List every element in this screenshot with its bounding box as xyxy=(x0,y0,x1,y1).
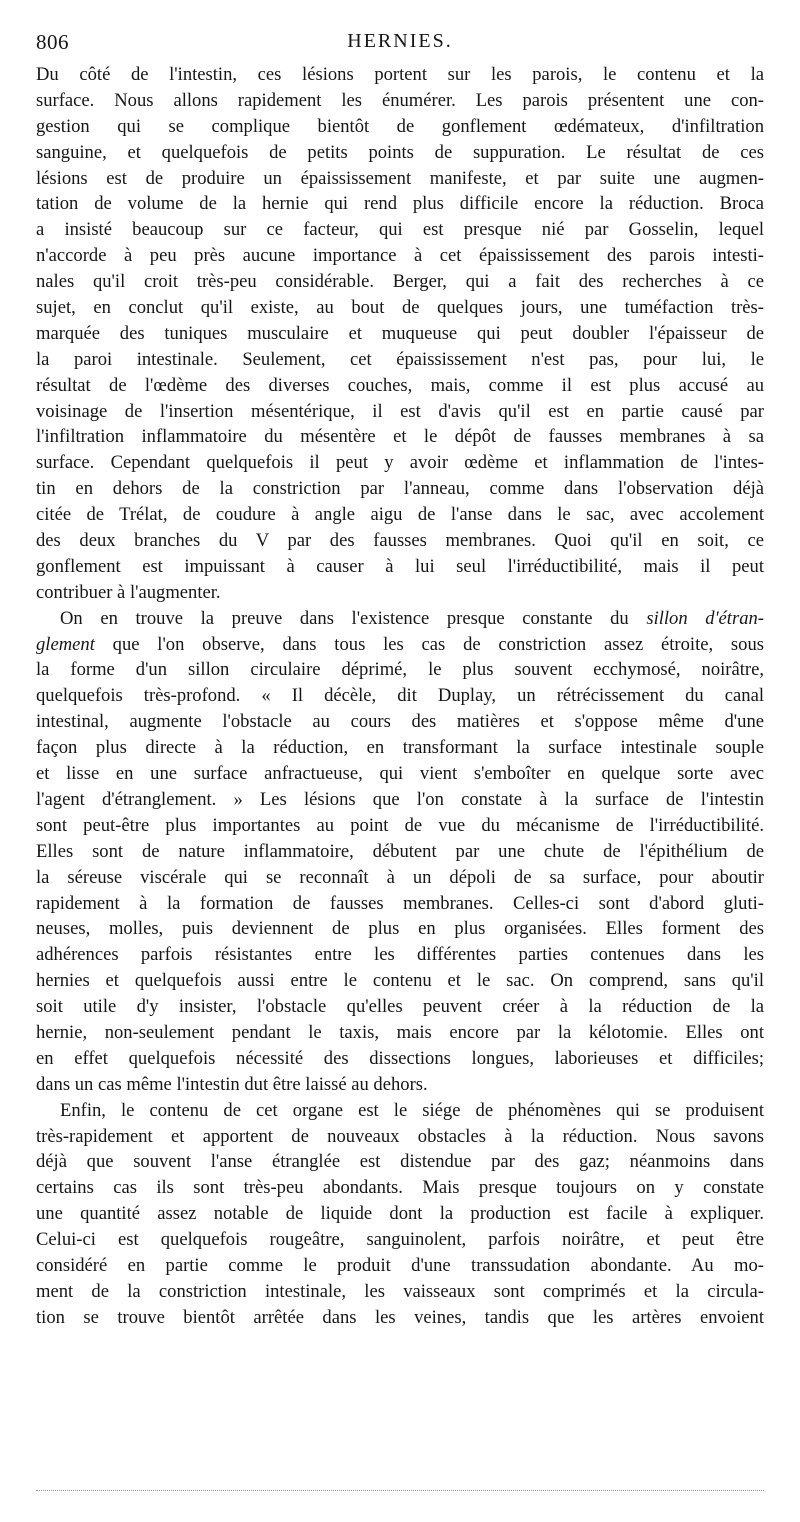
text-line: une quantité assez notable de liquide dont la production est facile à expliquer. xyxy=(36,1203,764,1225)
page-header xyxy=(36,30,764,58)
text-line: la séreuse viscérale qui se reconnaît à un dépoli de sa surface, pour aboutir xyxy=(36,866,764,888)
text-line: Enfin, le contenu de cet organe est le siége de phénomènes qui se produisent xyxy=(60,1099,764,1121)
text-line: dans un cas même l'intestin dut être laissé au dehors. xyxy=(36,1073,428,1095)
italic-term: glement xyxy=(36,633,95,655)
text-line: hernies et quelquefois aussi entre le contenu et le sac. On comprend, sans qu'il xyxy=(36,970,764,992)
text-line: en effet quelquefois nécessité des dissections longues, laborieuses et difficiles; xyxy=(36,1047,764,1069)
text-line: Du côté de l'intestin, ces lésions portent sur les parois, le contenu et la xyxy=(36,64,764,85)
text-line: sanguine, et quelquefois de petits points de suppuration. Le résultat de ces xyxy=(36,141,764,163)
text-line: la paroi intestinale. Seulement, cet épaississement n'est pas, pour lui, le xyxy=(36,348,764,370)
text-line: On en trouve la preuve dans l'existence presque constante du sillon d'étran- xyxy=(60,607,764,629)
text-line: rapidement à la formation de fausses membranes. Celles-ci sont d'abord gluti- xyxy=(36,892,764,914)
text-line: tation de volume de la hernie qui rend plus difficile encore la réduction. Broca xyxy=(36,193,764,215)
text-line: lésions est de produire un épaississement manifeste, et par suite une augmen- xyxy=(36,167,764,189)
text-line: gestion qui se complique bientôt de gonflement œdémateux, d'infiltration xyxy=(36,115,764,137)
text-line: gonflement est impuissant à causer à lui seul l'irréductibilité, mais il peut xyxy=(36,555,764,577)
text-line: contribuer à l'augmenter. xyxy=(36,581,221,603)
text-line: soit utile d'y insister, l'obstacle qu'elles peuvent créer à la réduction de la xyxy=(36,996,764,1018)
running-title: HERNIES. xyxy=(347,30,453,52)
bottom-dotted-rule xyxy=(36,1490,764,1491)
page-number: 806 xyxy=(36,30,69,54)
text-line: quelquefois très-profond. « Il décèle, dit Duplay, un rétrécissement du canal xyxy=(36,685,764,707)
text-line: déjà que souvent l'anse étranglée est distendue par des gaz; néanmoins dans xyxy=(36,1151,764,1173)
text-line: intestinal, augmente l'obstacle au cours des matières et s'oppose même d'une xyxy=(36,711,764,733)
text-line: glement que l'on observe, dans tous les cas de constriction assez étroite, sous xyxy=(36,633,764,655)
text-line: citée de Trélat, de coudure à angle aigu de l'anse dans le sac, avec accolement xyxy=(36,504,764,526)
text-line: neuses, molles, puis deviennent de plus en plus organisées. Elles forment des xyxy=(36,918,764,940)
text-line: Celui-ci est quelquefois rougeâtre, sanguinolent, parfois noirâtre, et peut être xyxy=(36,1229,764,1251)
text-line: considéré en partie comme le produit d'une transsudation abondante. Au mo- xyxy=(36,1254,764,1276)
text-line: tin en dehors de la constriction par l'anneau, comme dans l'observation déjà xyxy=(36,478,764,500)
text-line: l'agent d'étranglement. » Les lésions que l'on constate à la surface de l'intestin xyxy=(36,788,764,810)
text-line: sont peut-être plus importantes au point de vue du mécanisme de l'irréductibilité. xyxy=(36,814,764,836)
text-line: ment de la constriction intestinale, les vaisseaux sont comprimés et la circula- xyxy=(36,1280,764,1302)
text-line: certains cas ils sont très-peu abondants. Mais presque toujours on y constate xyxy=(36,1177,764,1199)
text-line: surface. Cependant quelquefois il peut y avoir œdème et inflammation de l'intes- xyxy=(36,452,764,474)
text-line: sujet, en conclut qu'il existe, au bout de quelques jours, une tuméfaction très- xyxy=(36,297,764,319)
text-line: n'accorde à peu près aucune importance à cet épaississement des parois intesti- xyxy=(36,245,764,267)
text-line: très-rapidement et apportent de nouveaux obstacles à la réduction. Nous savons xyxy=(36,1125,764,1147)
text-line: la forme d'un sillon circulaire déprimé, le plus souvent ecchymosé, noirâtre, xyxy=(36,659,764,681)
text-line: résultat de l'œdème des diverses couches, mais, comme il est plus accusé au xyxy=(36,374,764,396)
text-line: voisinage de l'insertion mésentérique, il est d'avis qu'il est en partie causé par xyxy=(36,400,764,422)
text-line: l'infiltration inflammatoire du mésentère et le dépôt de fausses membranes à sa xyxy=(36,426,764,448)
text-line: Elles sont de nature inflammatoire, débutent par une chute de l'épithélium de xyxy=(36,840,764,862)
text-line: façon plus directe à la réduction, en transformant la surface intestinale souple xyxy=(36,737,764,759)
text-line: adhérences parfois résistantes entre les différentes parties contenues dans les xyxy=(36,944,764,966)
text-line: surface. Nous allons rapidement les énumérer. Les parois présentent une con- xyxy=(36,89,764,111)
text-line: tion se trouve bientôt arrêtée dans les veines, tandis que les artères envoient xyxy=(36,1306,764,1328)
text-line: a insisté beaucoup sur ce facteur, qui est presque nié par Gosselin, lequel xyxy=(36,219,764,241)
italic-term: sillon d'étran- xyxy=(646,607,764,629)
text-line: des deux branches du V par des fausses membranes. Quoi qu'il en soit, ce xyxy=(36,530,764,552)
text-line: nales qu'il croit très-peu considérable. Berger, qui a fait des recherches à ce xyxy=(36,271,764,293)
text-line: marquée des tuniques musculaire et muqueuse qui peut doubler l'épaisseur de xyxy=(36,322,764,344)
body-text xyxy=(36,62,764,1331)
text-line: hernie, non-seulement pendant le taxis, mais encore par la kélotomie. Elles ont xyxy=(36,1021,764,1043)
text-line: et lisse en une surface anfractueuse, qui vient s'emboîter en quelque sorte avec xyxy=(36,763,764,785)
